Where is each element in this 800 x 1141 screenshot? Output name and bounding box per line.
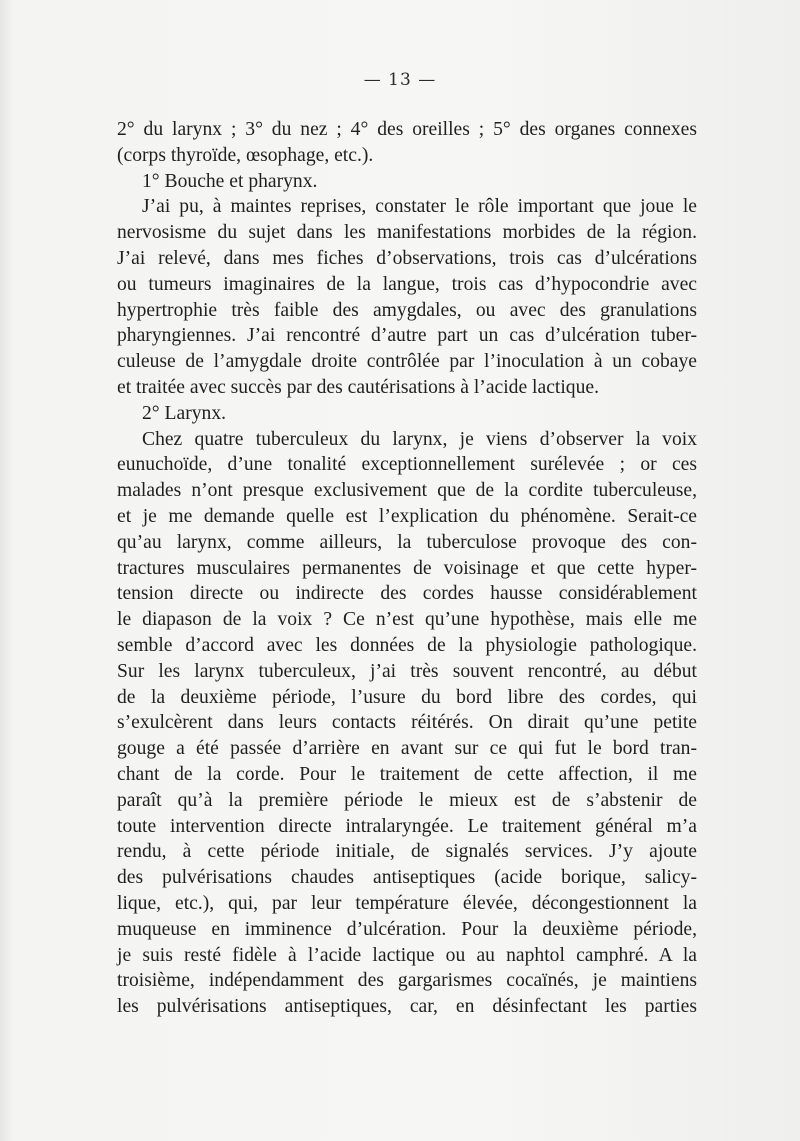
section-heading-bouche-pharynx: 1° Bouche et pharynx.	[142, 170, 318, 192]
text-line: toute intervention directe intralaryngée. Le traitement général m’a	[117, 815, 697, 837]
text-line: Chez quatre tuberculeux du larynx, je viens d’observer la voix	[142, 428, 697, 450]
text-line: malades n’ont presque exclusivement que de la cordite tuberculeuse,	[117, 480, 697, 502]
text-line: culeuse de l’amygdale droite contrôlée par l’inoculation à un cobaye	[117, 351, 697, 373]
text-line: des pulvérisations chaudes antiseptiques (acide borique, salicy-	[117, 867, 697, 889]
text-line: je suis resté fidèle à l’acide lactique ou au naphtol camphré. A la	[117, 944, 697, 966]
text-line: ou tumeurs imaginaires de la langue, trois cas d’hypocondrie avec	[117, 273, 697, 295]
text-line: paraît qu’à la première période le mieux est de s’abstenir de	[117, 789, 697, 811]
text-line: muqueuse en imminence d’ulcération. Pour la deuxième période,	[117, 918, 697, 940]
text-line: et je me demande quelle est l’explication du phénomène. Serait-ce	[117, 505, 697, 527]
text-line: 2° du larynx ; 3° du nez ; 4° des oreilles ; 5° des organes connexes	[117, 119, 697, 140]
text-line: les pulvérisations antiseptiques, car, en désinfectant les parties	[117, 996, 697, 1018]
text-line: gouge a été passée d’arrière en avant sur ce qui fut le bord tran-	[117, 738, 697, 760]
text-line: de la deuxième période, l’usure du bord libre des cordes, qui	[117, 686, 697, 708]
text-line: qu’au larynx, comme ailleurs, la tuberculose provoque des con-	[117, 531, 697, 553]
body-text	[117, 117, 697, 1020]
text-line: J’ai pu, à maintes reprises, constater le rôle important que joue le	[142, 196, 697, 218]
text-line: J’ai relevé, dans mes fiches d’observations, trois cas d’ulcérations	[117, 247, 697, 269]
text-line: tractures musculaires permanentes de voisinage et que cette hyper-	[117, 557, 697, 579]
text-line: le diapason de la voix ? Ce n’est qu’une hypothèse, mais elle me	[117, 609, 697, 631]
text-line: troisième, indépendamment des gargarismes cocaïnés, je maintiens	[117, 970, 697, 992]
text-line: chant de la corde. Pour le traitement de cette affection, il me	[117, 763, 697, 785]
text-line: semble d’accord avec les données de la physiologie pathologique.	[117, 634, 697, 656]
text-line: hypertrophie très faible des amygdales, ou avec des granulations	[117, 299, 697, 321]
section-heading-larynx: 2° Larynx.	[142, 402, 227, 424]
text-line: pharyngiennes. J’ai rencontré d’autre part un cas d’ulcération tuber-	[117, 325, 697, 347]
text-line: lique, etc.), qui, par leur température élevée, décongestionnent la	[117, 892, 697, 914]
text-line: tension directe ou indirecte des cordes hausse considérablement	[117, 583, 697, 605]
text-line: et traitée avec succès par des cautérisations à l’acide lactique.	[117, 376, 599, 398]
page-number: — 13 —	[363, 70, 437, 90]
text-line: Sur les larynx tuberculeux, j’ai très souvent rencontré, au début	[117, 660, 697, 682]
text-line: nervosisme du sujet dans les manifestations morbides de la région.	[117, 222, 697, 244]
text-line: rendu, à cette période initiale, de signalés services. J’y ajoute	[117, 841, 697, 863]
text-line: eunuchoïde, d’une tonalité exceptionnellement surélevée ; or ces	[117, 454, 697, 476]
text-line: (corps thyroïde, œsophage, etc.).	[117, 144, 374, 166]
text-line: s’exulcèrent dans leurs contacts réitérés. On dirait qu’une petite	[117, 712, 697, 734]
